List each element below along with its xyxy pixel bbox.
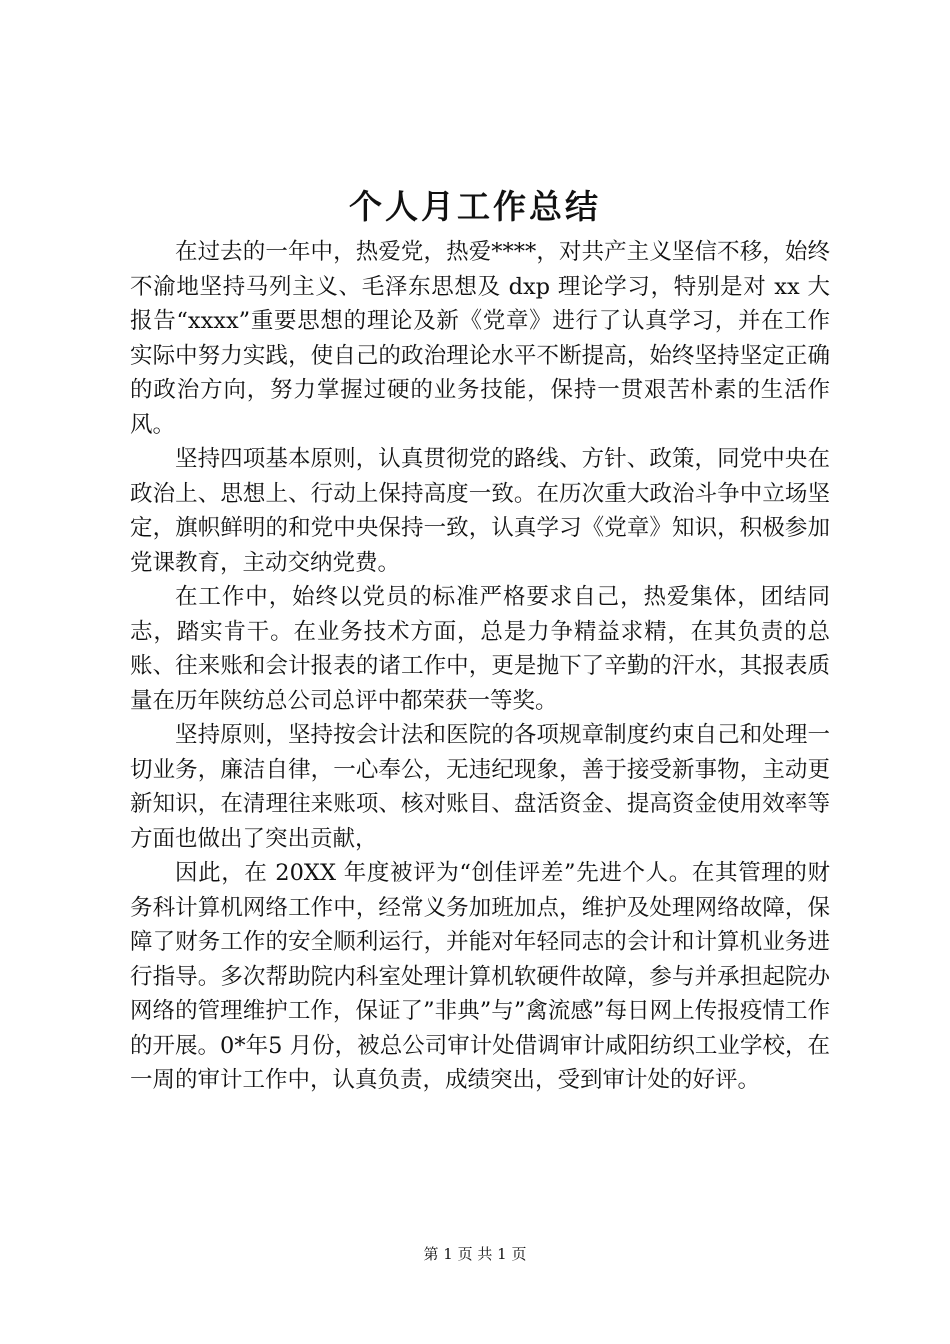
paragraph-2: 坚持四项基本原则，认真贯彻党的路线、方针、政策，同党中央在政治上、思想上、行动上保持高度一致。在历次重大政治斗争中立场坚定，旗帜鲜明的和党中央保持一致，认真学习《党章》知识，积极参加党课教育，主动交纳党费。 (130, 446, 830, 576)
document-body (130, 235, 830, 1098)
paragraph-1: 在过去的一年中，热爱党，热爱****，对共产主义坚信不移，始终不渝地坚持马列主义、毛泽东思想及 dxp 理论学习，特别是对 xx 大报告“xxxx”重要思想的理论及新《党章》进行了认真学习，并在工作实际中努力实践，使自己的政治理论水平不断提高，始终坚持坚定正确的政治方向，努力掌握过硬的业务技能，保持一贯艰苦朴素的生活作风。 (130, 239, 830, 438)
paragraph-5: 因此，在 20XX 年度被评为“创佳评差”先进个人。在其管理的财务科计算机网络工作中，经常义务加班加点，维护及处理网络故障，保障了财务工作的安全顺利运行，并能对年轻同志的会计和计算机业务进行指导。多次帮助院内科室处理计算机软硬件故障，参与并承担起院办网络的管理维护工作，保证了”非典”与”禽流感”每日网上传报疫情工作的开展。0*年5 月份，被总公司审计处借调审计咸阳纺织工业学校，在一周的审计工作中，认真负责，成绩突出，受到审计处的好评。 (130, 860, 830, 1093)
document-title: 个人月工作总结 (349, 187, 601, 226)
paragraph-3: 在工作中，始终以党员的标准严格要求自己，热爱集体，团结同志，踏实肯干。在业务技术方面，总是力争精益求精，在其负责的总账、往来账和会计报表的诸工作中，更是抛下了辛勤的汗水，其报表质量在历年陕纺总公司总评中都荣获一等奖。 (130, 584, 830, 714)
page-footer: 第 1 页 共 1 页 (423, 1245, 527, 1263)
paragraph-4: 坚持原则，坚持按会计法和医院的各项规章制度约束自己和处理一切业务，廉洁自律，一心奉公，无违纪现象，善于接受新事物，主动更新知识，在清理往来账项、核对账目、盘活资金、提高资金使用效率等方面也做出了突出贡献， (130, 722, 830, 852)
